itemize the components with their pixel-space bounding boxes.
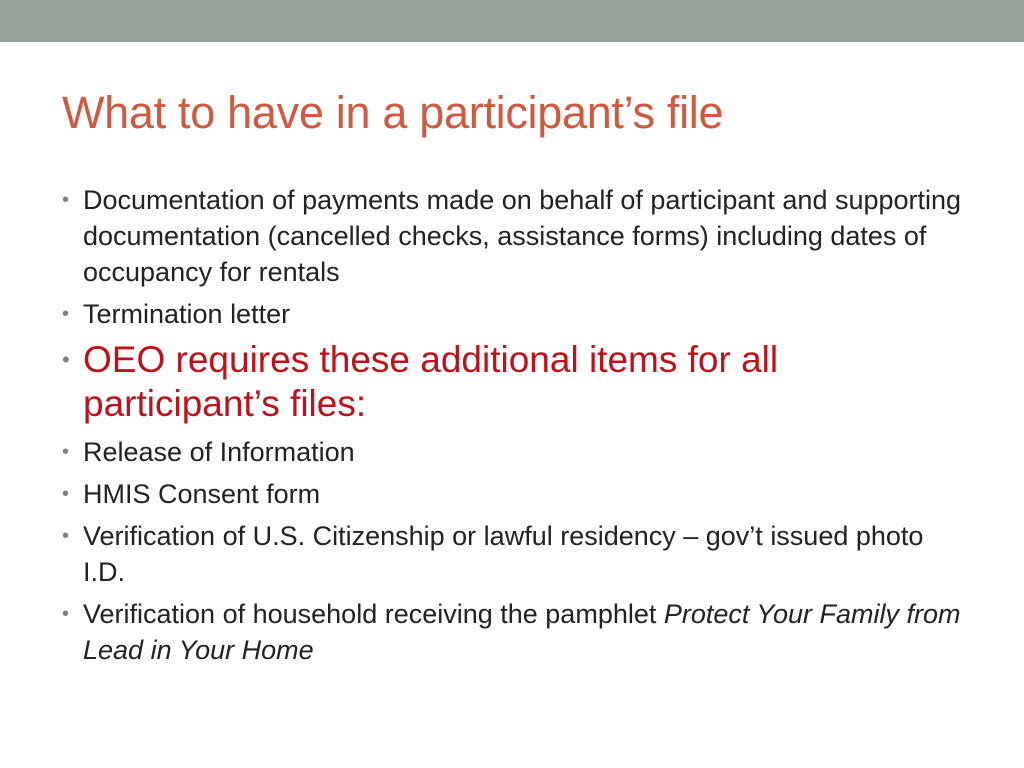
bullet-text: Verification of U.S. Citizenship or lawful residency – gov’t issued photo I.D. [83,521,924,587]
bullet-text: Verification of household receiving the pamphlet [83,599,664,629]
bullet-list [62,182,962,674]
bullet-item-documentation-of-payments [62,182,962,290]
bullet-item-hmis-consent-form [62,476,962,512]
bullet-icon: • [62,347,70,372]
bullet-icon: • [62,603,70,625]
bullet-item-oeo-requirements [62,338,962,426]
slide-title: What to have in a participant’s file [62,87,724,138]
bullet-icon: • [62,483,70,505]
bullet-icon: • [62,303,70,325]
bullet-icon: • [62,441,70,463]
bullet-item-lead-pamphlet-verification [62,596,962,668]
bullet-icon: • [62,525,70,547]
bullet-icon: • [62,189,70,211]
top-accent-bar [0,0,1024,42]
bullet-text: Release of Information [83,437,355,467]
bullet-text: Documentation of payments made on behalf of participant and supporting documentation (cancelled checks, assistance forms) including dates of occupancy for rentals [83,185,962,287]
bullet-text: Termination letter [83,299,291,329]
pamphlet-title: Protect Your Family from Lead in Your Home [83,599,961,665]
bullet-item-termination-letter [62,296,962,332]
bullet-text: HMIS Consent form [83,479,321,509]
bullet-text: OEO requires these additional items for all participant’s files: [83,339,779,424]
bullet-item-citizenship-verification [62,518,962,590]
bullet-item-release-of-information [62,434,962,470]
